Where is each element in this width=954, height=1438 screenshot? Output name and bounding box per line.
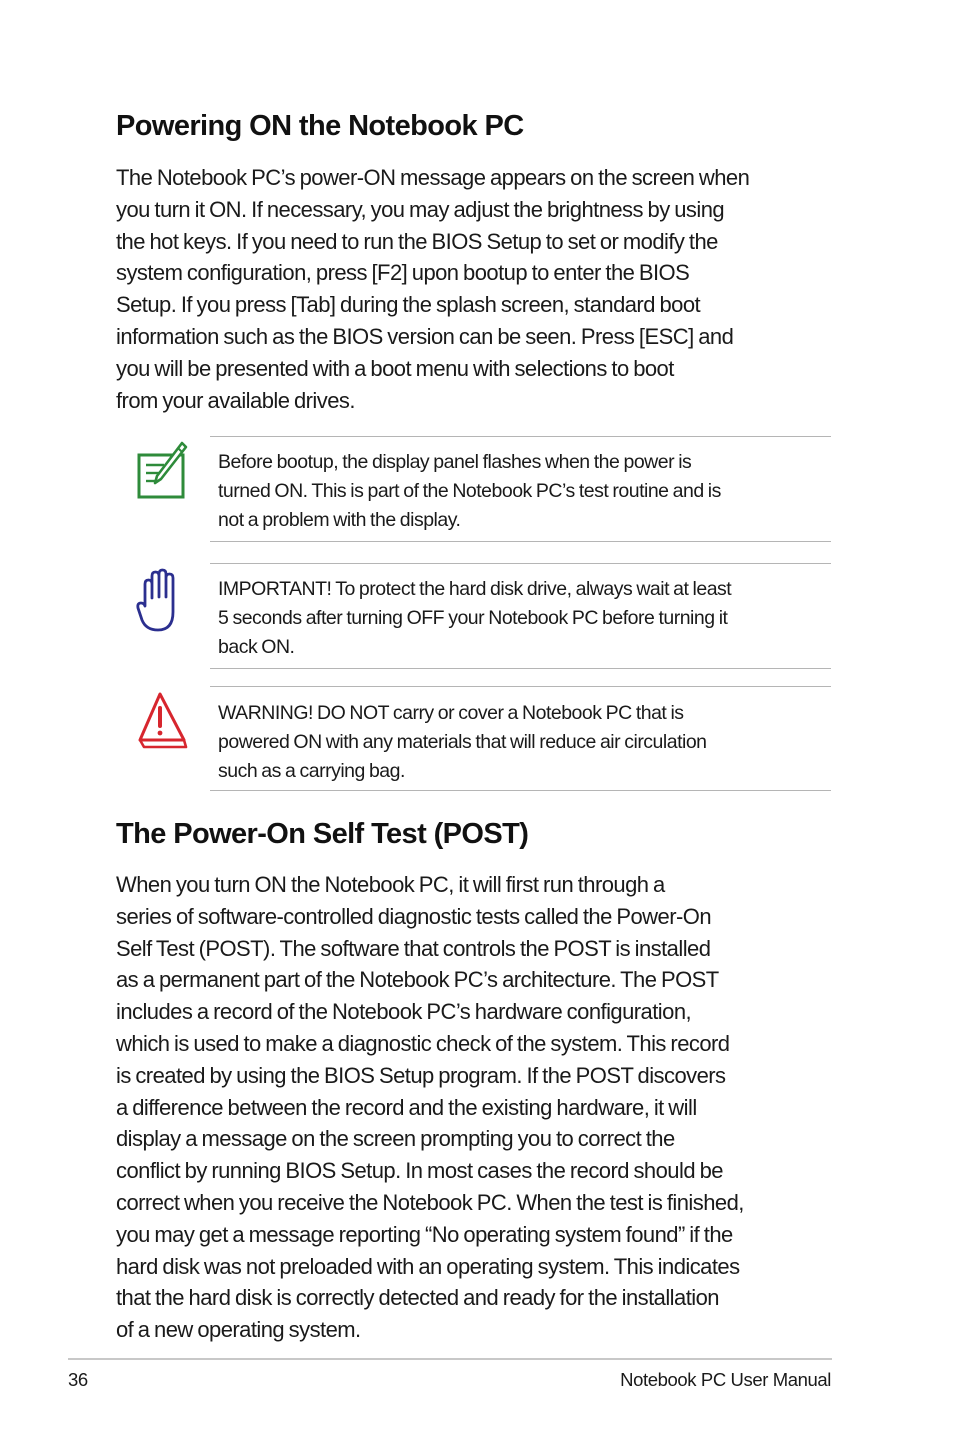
paragraph-line: When you turn ON the Notebook PC, it will first run through a bbox=[116, 872, 665, 897]
paragraph-line: as a permanent part of the Notebook PC’s architecture. The POST bbox=[116, 967, 719, 993]
note-line: not a problem with the display. bbox=[218, 508, 461, 531]
paragraph-line: you turn it ON. If necessary, you may adjust the brightness by using bbox=[116, 196, 725, 222]
note-line: turned ON. This is part of the Notebook PC’s test routine and is bbox=[218, 479, 721, 502]
important-text bbox=[218, 575, 731, 661]
note-notice bbox=[210, 436, 831, 542]
paragraph-line: Self Test (POST). The software that controls the POST is installed bbox=[116, 935, 711, 961]
important-notice bbox=[210, 563, 831, 669]
footer-divider bbox=[68, 1358, 832, 1360]
important-line: IMPORTANT! To protect the hard disk drive, always wait at least bbox=[218, 578, 732, 600]
important-line: back ON. bbox=[218, 635, 295, 658]
warning-line: powered ON with any materials that will reduce air circulation bbox=[218, 730, 707, 753]
warning-triangle-icon bbox=[136, 690, 188, 755]
page-number: 36 bbox=[68, 1369, 88, 1390]
post-paragraph bbox=[116, 869, 836, 1346]
paragraph-line: includes a record of the Notebook PC’s hardware configuration, bbox=[116, 999, 692, 1025]
section-heading-powering-on: Powering ON the Notebook PC bbox=[116, 110, 524, 142]
paragraph-line: the hot keys. If you need to run the BIOS Setup to set or modify the bbox=[116, 228, 718, 254]
section-heading-post: The Power-On Self Test (POST) bbox=[116, 818, 529, 850]
paragraph-line: of a new operating system. bbox=[116, 1317, 361, 1343]
paragraph-line: you will be presented with a boot menu with selections to boot bbox=[116, 355, 674, 381]
paragraph-line: a difference between the record and the existing hardware, it will bbox=[116, 1094, 697, 1120]
paragraph-line: information such as the BIOS version can be seen. Press [ESC] and bbox=[116, 323, 734, 349]
raised-hand-icon bbox=[136, 568, 182, 639]
important-line: 5 seconds after turning OFF your Notebook PC before turning it bbox=[218, 606, 728, 629]
note-pencil-icon bbox=[136, 441, 188, 504]
warning-text bbox=[218, 699, 707, 785]
paragraph-line: series of software-controlled diagnostic tests called the Power-On bbox=[116, 903, 712, 929]
paragraph-line: from your available drives. bbox=[116, 387, 355, 413]
manual-title: Notebook PC User Manual bbox=[620, 1369, 831, 1390]
warning-notice bbox=[210, 686, 831, 791]
note-line: Before bootup, the display panel flashes when the power is bbox=[218, 451, 692, 473]
paragraph-line: conflict by running BIOS Setup. In most cases the record should be bbox=[116, 1158, 723, 1184]
warning-line: WARNING! DO NOT carry or cover a Notebook PC that is bbox=[218, 702, 684, 724]
powering-on-paragraph bbox=[116, 162, 836, 416]
warning-line: such as a carrying bag. bbox=[218, 759, 405, 782]
paragraph-line: The Notebook PC’s power-ON message appears on the screen when bbox=[116, 165, 750, 190]
paragraph-line: you may get a message reporting “No operating system found” if the bbox=[116, 1221, 733, 1247]
paragraph-line: Setup. If you press [Tab] during the splash screen, standard boot bbox=[116, 292, 701, 318]
paragraph-line: which is used to make a diagnostic check of the system. This record bbox=[116, 1030, 730, 1056]
note-text bbox=[218, 448, 721, 534]
paragraph-line: is created by using the BIOS Setup program. If the POST discovers bbox=[116, 1062, 726, 1088]
paragraph-line: correct when you receive the Notebook PC. When the test is finished, bbox=[116, 1189, 744, 1215]
paragraph-line: hard disk was not preloaded with an operating system. This indicates bbox=[116, 1253, 740, 1279]
paragraph-line: system configuration, press [F2] upon bootup to enter the BIOS bbox=[116, 260, 690, 286]
paragraph-line: that the hard disk is correctly detected and ready for the installation bbox=[116, 1285, 719, 1311]
paragraph-line: display a message on the screen prompting you to correct the bbox=[116, 1126, 675, 1152]
